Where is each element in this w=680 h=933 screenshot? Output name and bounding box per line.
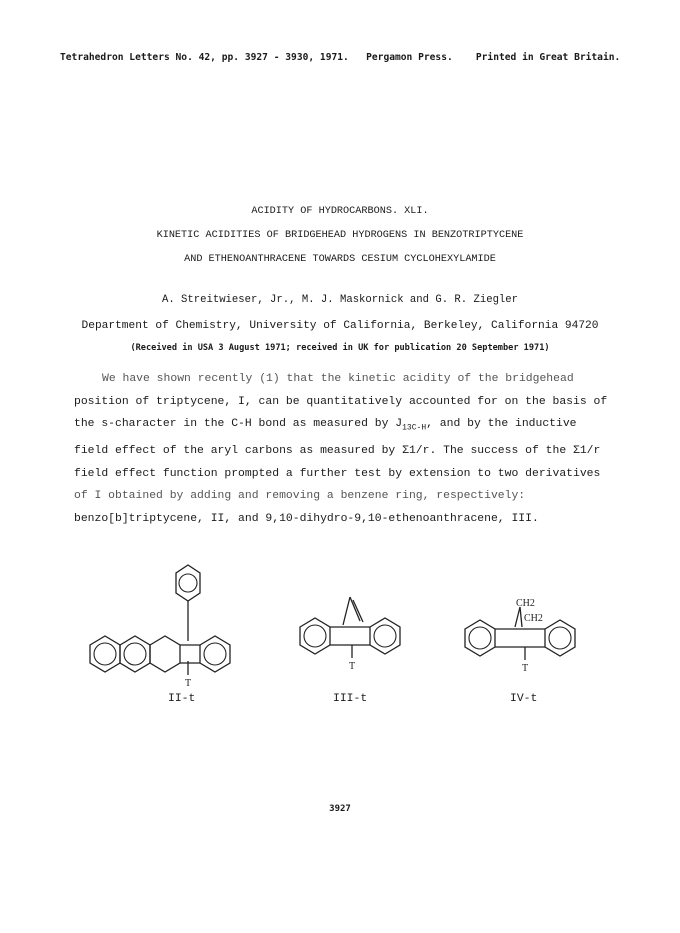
tritium-label: T <box>349 661 356 672</box>
title-line-3: AND ETHENOANTHRACENE TOWARDS CESIUM CYCLOHEXYLAMIDE <box>184 254 496 265</box>
ch2-bottom-label: CH2 <box>524 613 543 624</box>
authors: A. Streitwieser, Jr., M. J. Maskornick and G. R. Ziegler <box>161 294 518 306</box>
affiliation: Department of Chemistry, University of California, Berkeley, California 94720 <box>81 320 599 332</box>
body-paragraph <box>74 368 634 530</box>
tritium-label: T <box>185 678 192 689</box>
received-dates: (Received in USA 3 August 1971; received in UK for publication 20 September 1971) <box>130 343 550 353</box>
body-line: benzo[b]triptycene, II, and 9,10-dihydro-9,10-ethenoanthracene, III. <box>74 512 539 525</box>
tritium-label: T <box>522 663 529 674</box>
label-III-t: III-t <box>333 693 368 705</box>
ch2-top-label: CH2 <box>516 598 535 609</box>
publisher: Pergamon Press. <box>366 52 453 63</box>
structure-IV-t <box>465 598 575 674</box>
label-II-t: II-t <box>168 693 196 705</box>
printed-note: Printed in Great Britain. <box>475 52 621 63</box>
body-line <box>74 413 634 440</box>
body-text-fragment: the s-character in the C-H bond as measured by J <box>74 418 403 431</box>
journal-header <box>60 52 640 63</box>
body-line: of I obtained by adding and removing a benzene ring, respectively: <box>74 490 526 503</box>
title-line-1: ACIDITY OF HYDROCARBONS. XLI. <box>251 206 429 217</box>
page-number: 3927 <box>329 804 351 814</box>
body-line: We have shown recently (1) that the kinetic acidity of the bridgehead <box>102 373 574 385</box>
label-IV-t: IV-t <box>510 693 538 705</box>
body-line: field effect of the aryl carbons as measured by Σ1/r. The success of the Σ1/r <box>74 445 601 458</box>
body-line: field effect function prompted a further test by extension to two derivatives <box>74 467 601 480</box>
article-title <box>0 200 680 272</box>
body-line: position of triptycene, I, can be quantitatively accounted for on the basis of <box>74 395 608 408</box>
structure-III-t <box>300 597 400 672</box>
title-line-2: KINETIC ACIDITIES OF BRIDGEHEAD HYDROGENS IN BENZOTRIPTYCENE <box>156 230 524 241</box>
body-text-fragment: , and by the inductive <box>426 418 577 431</box>
structure-II-t <box>90 565 230 689</box>
journal-citation: Tetrahedron Letters No. 42, pp. 3927 - 3930, 1971. <box>60 52 349 63</box>
coupling-subscript: 13C-H <box>402 423 427 433</box>
